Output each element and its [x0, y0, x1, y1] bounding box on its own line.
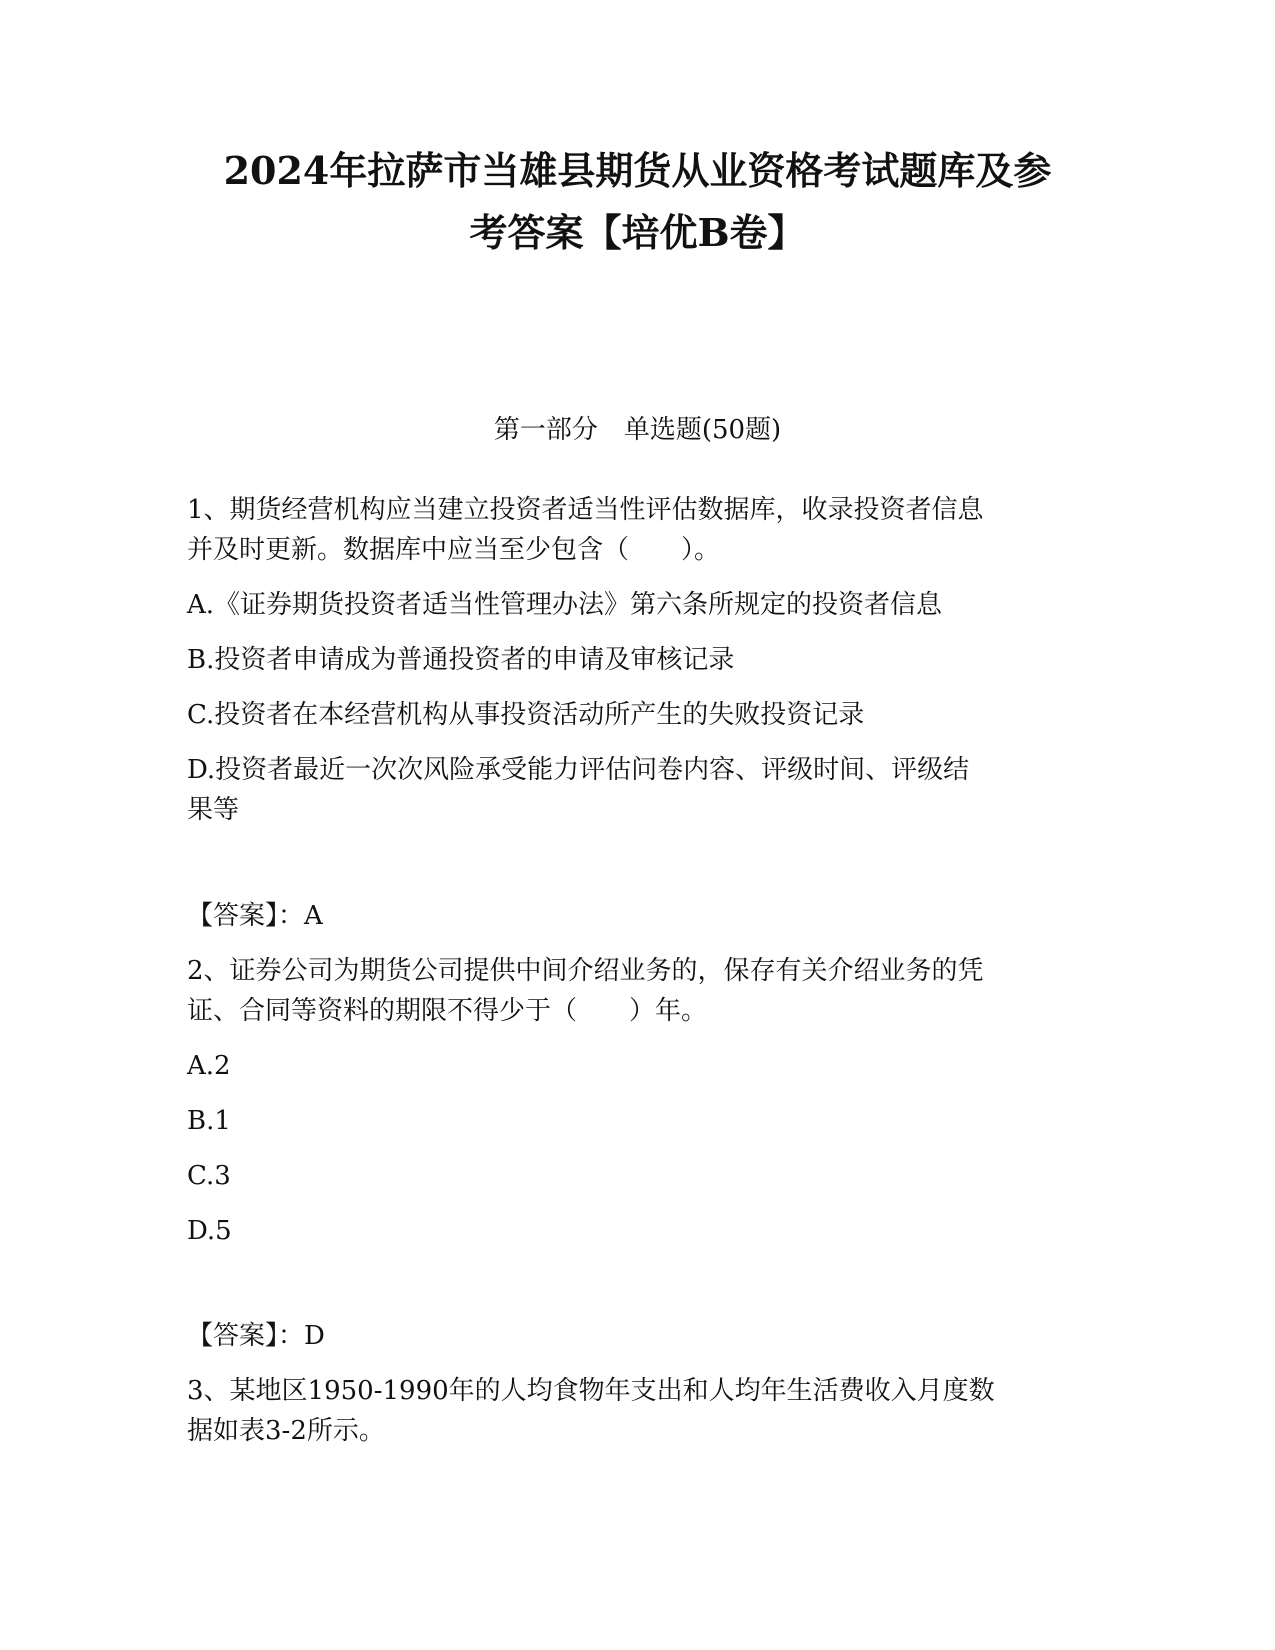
q2-stem-line-1: 2、证券公司为期货公司提供中间介绍业务的，保存有关介绍业务的凭 [187, 956, 984, 986]
q1-option-a: A.《证券期货投资者适当性管理办法》第六条所规定的投资者信息 [187, 590, 943, 620]
q2-option-c: C.3 [187, 1161, 231, 1191]
q1-stem-line-2: 并及时更新。数据库中应当至少包含（ ）。 [187, 535, 721, 565]
q2-stem-line-2: 证、合同等资料的期限不得少于（ ）年。 [187, 996, 708, 1026]
q2-option-a: A.2 [187, 1051, 231, 1081]
q3-stem-line-1: 3、某地区1950-1990年的人均食物年支出和人均年生活费收入月度数 [187, 1376, 995, 1406]
q1-option-b: B.投资者申请成为普通投资者的申请及审核记录 [187, 645, 735, 675]
q2-option-b: B.1 [187, 1106, 231, 1136]
q1-option-c: C.投资者在本经营机构从事投资活动所产生的失败投资记录 [187, 700, 865, 730]
title-line-1: 2024年拉萨市当雄县期货从业资格考试题库及参 [223, 148, 1052, 193]
q1-option-d: D.投资者最近一次次风险承受能力评估问卷内容、评级时间、评级结 [187, 755, 970, 785]
q1-option-d-continued: 果等 [187, 795, 240, 825]
document-title [150, 140, 1125, 264]
q2-option-d: D.5 [187, 1216, 232, 1246]
q1-stem-line-1: 1、期货经营机构应当建立投资者适当性评估数据库，收录投资者信息 [187, 495, 984, 525]
q2-answer: 【答案】：D [187, 1321, 325, 1351]
title-line-2: 考答案【培优B卷】 [469, 210, 806, 255]
q3-stem-line-2: 据如表3-2所示。 [187, 1416, 385, 1446]
q1-answer: 【答案】：A [187, 901, 323, 931]
section-heading: 第一部分 单选题(50题) [493, 415, 782, 445]
